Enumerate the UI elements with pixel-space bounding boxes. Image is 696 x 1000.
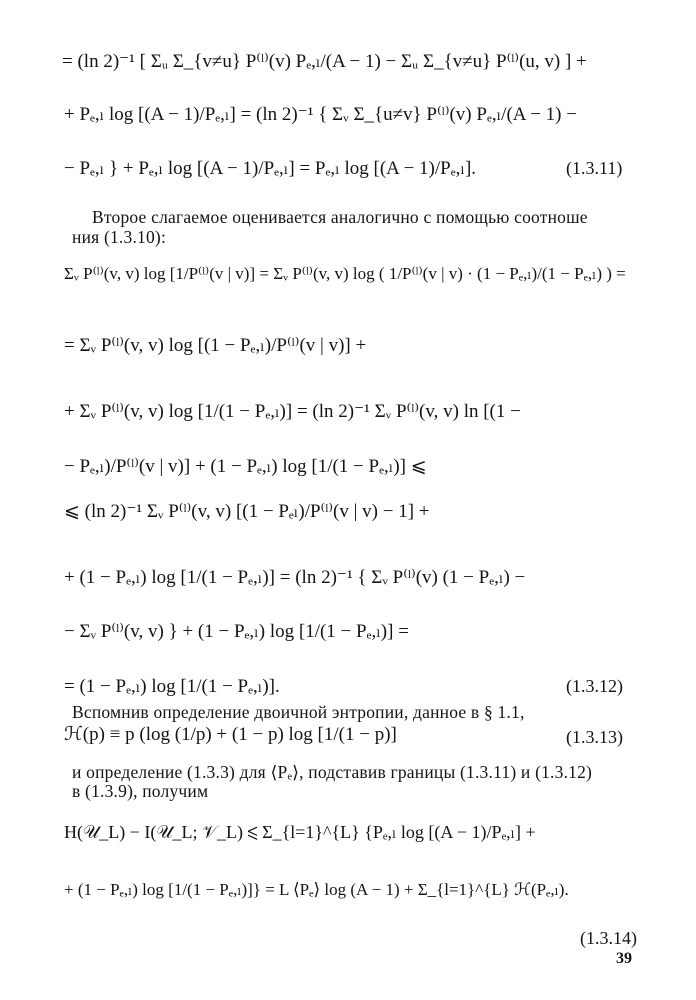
equation-line-1: = (ln 2)⁻¹ [ Σᵤ Σ_{v≠u} P⁽ˡ⁾(v) Pₑ,ₗ/(A − 1) − Σᵤ Σ_{v≠u} P⁽ˡ⁾(u, v) ] + <box>62 51 587 72</box>
equation-line-4: Σᵥ P⁽ˡ⁾(v, v) log [1/P⁽ˡ⁾(v | v)] = Σᵥ P⁽ˡ⁾(v, v) log ( 1/P⁽ˡ⁾(v | v) · (1 − Pₑ,ₗ)/(1 − Pₑ,ₗ) ) = <box>64 264 626 283</box>
equation-number-1-3-13: (1.3.13) <box>566 727 623 747</box>
equation-line-11: = (1 − Pₑ,ₗ) log [1/(1 − Pₑ,ₗ)]. <box>64 676 280 697</box>
equation-line-9: + (1 − Pₑ,ₗ) log [1/(1 − Pₑ,ₗ)] = (ln 2)⁻¹ { Σᵥ P⁽ˡ⁾(v) (1 − Pₑ,ₗ) − <box>64 567 526 588</box>
equation-number-1-3-14: (1.3.14) <box>580 928 637 948</box>
paragraph-line: Вспомнив определение двоичной энтропии, данное в § 1.1, <box>72 702 525 722</box>
equation-line-7: − Pₑ,ₗ)/P⁽ˡ⁾(v | v)] + (1 − Pₑ,ₗ) log [1/(1 − Pₑ,ₗ)] ⩽ <box>64 456 427 477</box>
equation-number-1-3-12: (1.3.12) <box>566 676 623 696</box>
equation-line-6: + Σᵥ P⁽ˡ⁾(v, v) log [1/(1 − Pₑ,ₗ)] = (ln 2)⁻¹ Σᵥ P⁽ˡ⁾(v, v) ln [(1 − <box>64 401 521 422</box>
paragraph-line: Второе слагаемое оценивается аналогично с помощью соотноше <box>92 207 588 227</box>
equation-line-8: ⩽ (ln 2)⁻¹ Σᵥ P⁽ˡ⁾(v, v) [(1 − Pₑₗ)/P⁽ˡ⁾(v | v) − 1] + <box>64 501 430 522</box>
paragraph-line: в (1.3.9), получим <box>72 781 209 801</box>
equation-line-2: + Pₑ,ₗ log [(A − 1)/Pₑ,ₗ] = (ln 2)⁻¹ { Σᵥ Σ_{u≠v} P⁽ˡ⁾(v) Pₑ,ₗ/(A − 1) − <box>64 104 577 125</box>
equation-line-3: − Pₑ,ₗ } + Pₑ,ₗ log [(A − 1)/Pₑ,ₗ] = Pₑ,ₗ log [(A − 1)/Pₑ,ₗ]. <box>64 158 477 179</box>
equation-line-10: − Σᵥ P⁽ˡ⁾(v, v) } + (1 − Pₑ,ₗ) log [1/(1 − Pₑ,ₗ)] = <box>64 621 409 642</box>
entropy-definition: ℋ(p) ≡ p (log (1/p) + (1 − p) log [1/(1 − p)] <box>64 724 397 745</box>
equation-line-13: + (1 − Pₑ,ₗ) log [1/(1 − Pₑ,ₗ)]} = L ⟨Pₑ⟩ log (A − 1) + Σ_{l=1}^{L} ℋ(Pₑ,ₗ). <box>64 880 569 899</box>
equation-line-12: H(𝒰_L) − I(𝒰_L; 𝒱_L) ⩽ Σ_{l=1}^{L} {Pₑ,ₗ log [(A − 1)/Pₑ,ₗ] + <box>64 822 536 842</box>
paragraph-line: ния (1.3.10): <box>72 227 167 247</box>
paragraph-line: и определение (1.3.3) для ⟨Pₑ⟩, подставив границы (1.3.11) и (1.3.12) <box>72 762 593 782</box>
equation-number-1-3-11: (1.3.11) <box>566 158 623 178</box>
equation-line-5: = Σᵥ P⁽ˡ⁾(v, v) log [(1 − Pₑ,ₗ)/P⁽ˡ⁾(v | v)] + <box>64 335 367 356</box>
page-number: 39 <box>616 950 632 967</box>
